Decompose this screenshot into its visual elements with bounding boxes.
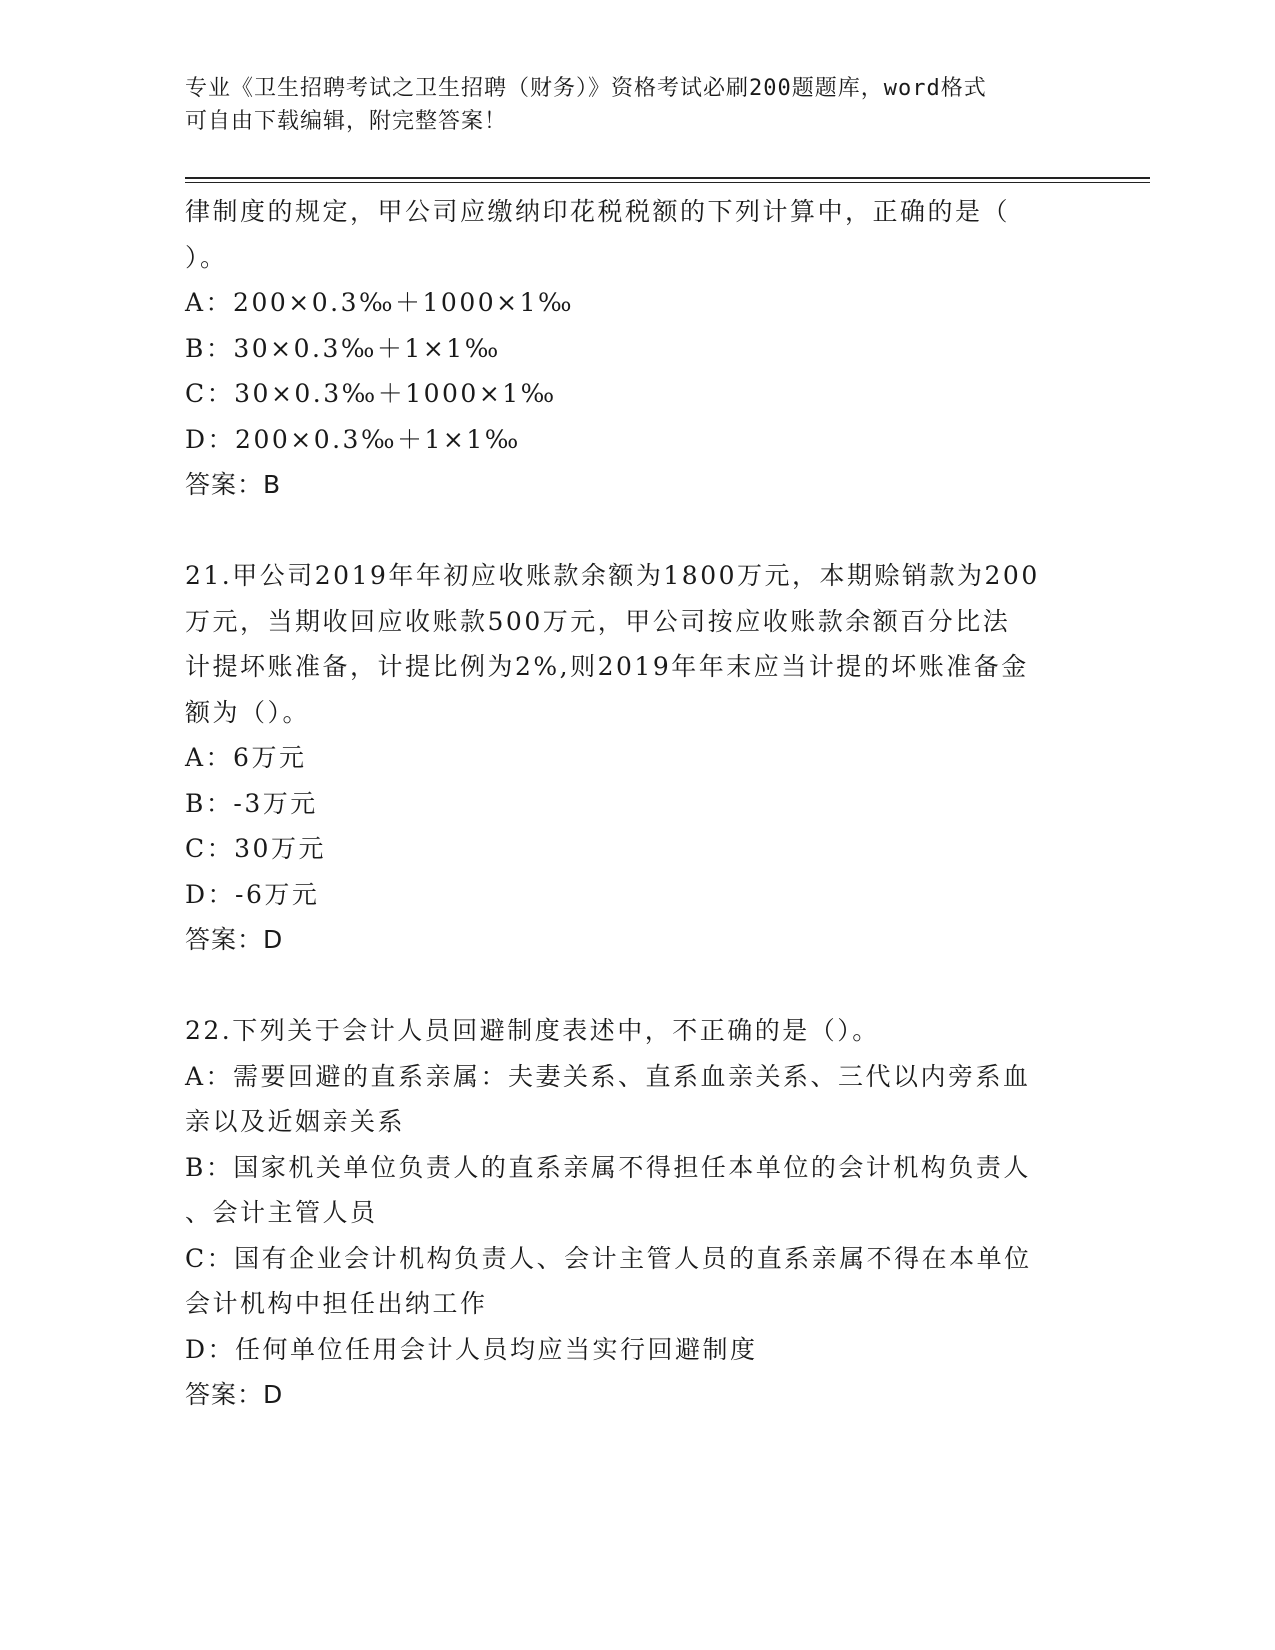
option-a: A：200×0.3‰＋1000×1‰ — [185, 288, 575, 317]
header-divider-thick — [185, 177, 1150, 179]
option-c-line: 会计机构中担任出纳工作 — [185, 1289, 488, 1318]
option-a-line: 亲以及近姻亲关系 — [185, 1107, 406, 1136]
question-stem-line: ）。 — [185, 242, 228, 272]
question-block-22 — [185, 1008, 1065, 1418]
question-stem-line: 21.甲公司2019年年初应收账款余额为1800万元，本期赊销款为200 — [185, 561, 1040, 590]
option-a: A：6万元 — [185, 743, 307, 772]
question-block-21 — [185, 553, 1065, 963]
question-list — [185, 189, 1065, 1418]
header-line-2: 可自由下载编辑，附完整答案！ — [185, 109, 508, 134]
option-c: C：30×0.3‰＋1000×1‰ — [185, 379, 557, 408]
option-b-line: 、会计主管人员 — [185, 1198, 378, 1227]
header-divider-thin — [185, 182, 1150, 183]
option-b: B：30×0.3‰＋1×1‰ — [185, 333, 501, 363]
option-d: D：200×0.3‰＋1×1‰ — [185, 424, 521, 454]
option-b: B：-3万元 — [185, 788, 318, 818]
question-stem-line: 额为（）。 — [185, 697, 311, 727]
answer-text: 答案：D — [185, 1380, 284, 1409]
question-stem-line: 22.下列关于会计人员回避制度表述中，不正确的是（）。 — [185, 1016, 880, 1045]
answer-text: 答案：B — [185, 470, 282, 499]
option-c-line: C：国有企业会计机构负责人、会计主管人员的直系亲属不得在本单位 — [185, 1243, 1032, 1273]
option-d-line: D：任何单位任用会计人员均应当实行回避制度 — [185, 1334, 758, 1364]
document-header — [185, 72, 1085, 138]
option-a-line: A：需要回避的直系亲属：夫妻关系、直系血亲关系、三代以内旁系血 — [185, 1061, 1031, 1091]
answer-text: 答案：D — [185, 925, 284, 954]
option-b-line: B：国家机关单位负责人的直系亲属不得担任本单位的会计机构负责人 — [185, 1152, 1031, 1182]
header-line-1: 专业《卫生招聘考试之卫生招聘（财务）》资格考试必刷200题题库，word格式 — [185, 76, 987, 101]
question-stem-line: 万元，当期收回应收账款500万元，甲公司按应收账款余额百分比法 — [185, 606, 1011, 636]
spacer — [185, 963, 1065, 1009]
question-block-prev — [185, 189, 1065, 508]
option-d: D：-6万元 — [185, 879, 320, 909]
option-c: C：30万元 — [185, 834, 326, 863]
question-stem-line: 律制度的规定，甲公司应缴纳印花税税额的下列计算中，正确的是（ — [185, 197, 1011, 226]
question-stem-line: 计提坏账准备，计提比例为2%,则2019年年末应当计提的坏账准备金 — [185, 652, 1029, 681]
spacer — [185, 508, 1065, 554]
